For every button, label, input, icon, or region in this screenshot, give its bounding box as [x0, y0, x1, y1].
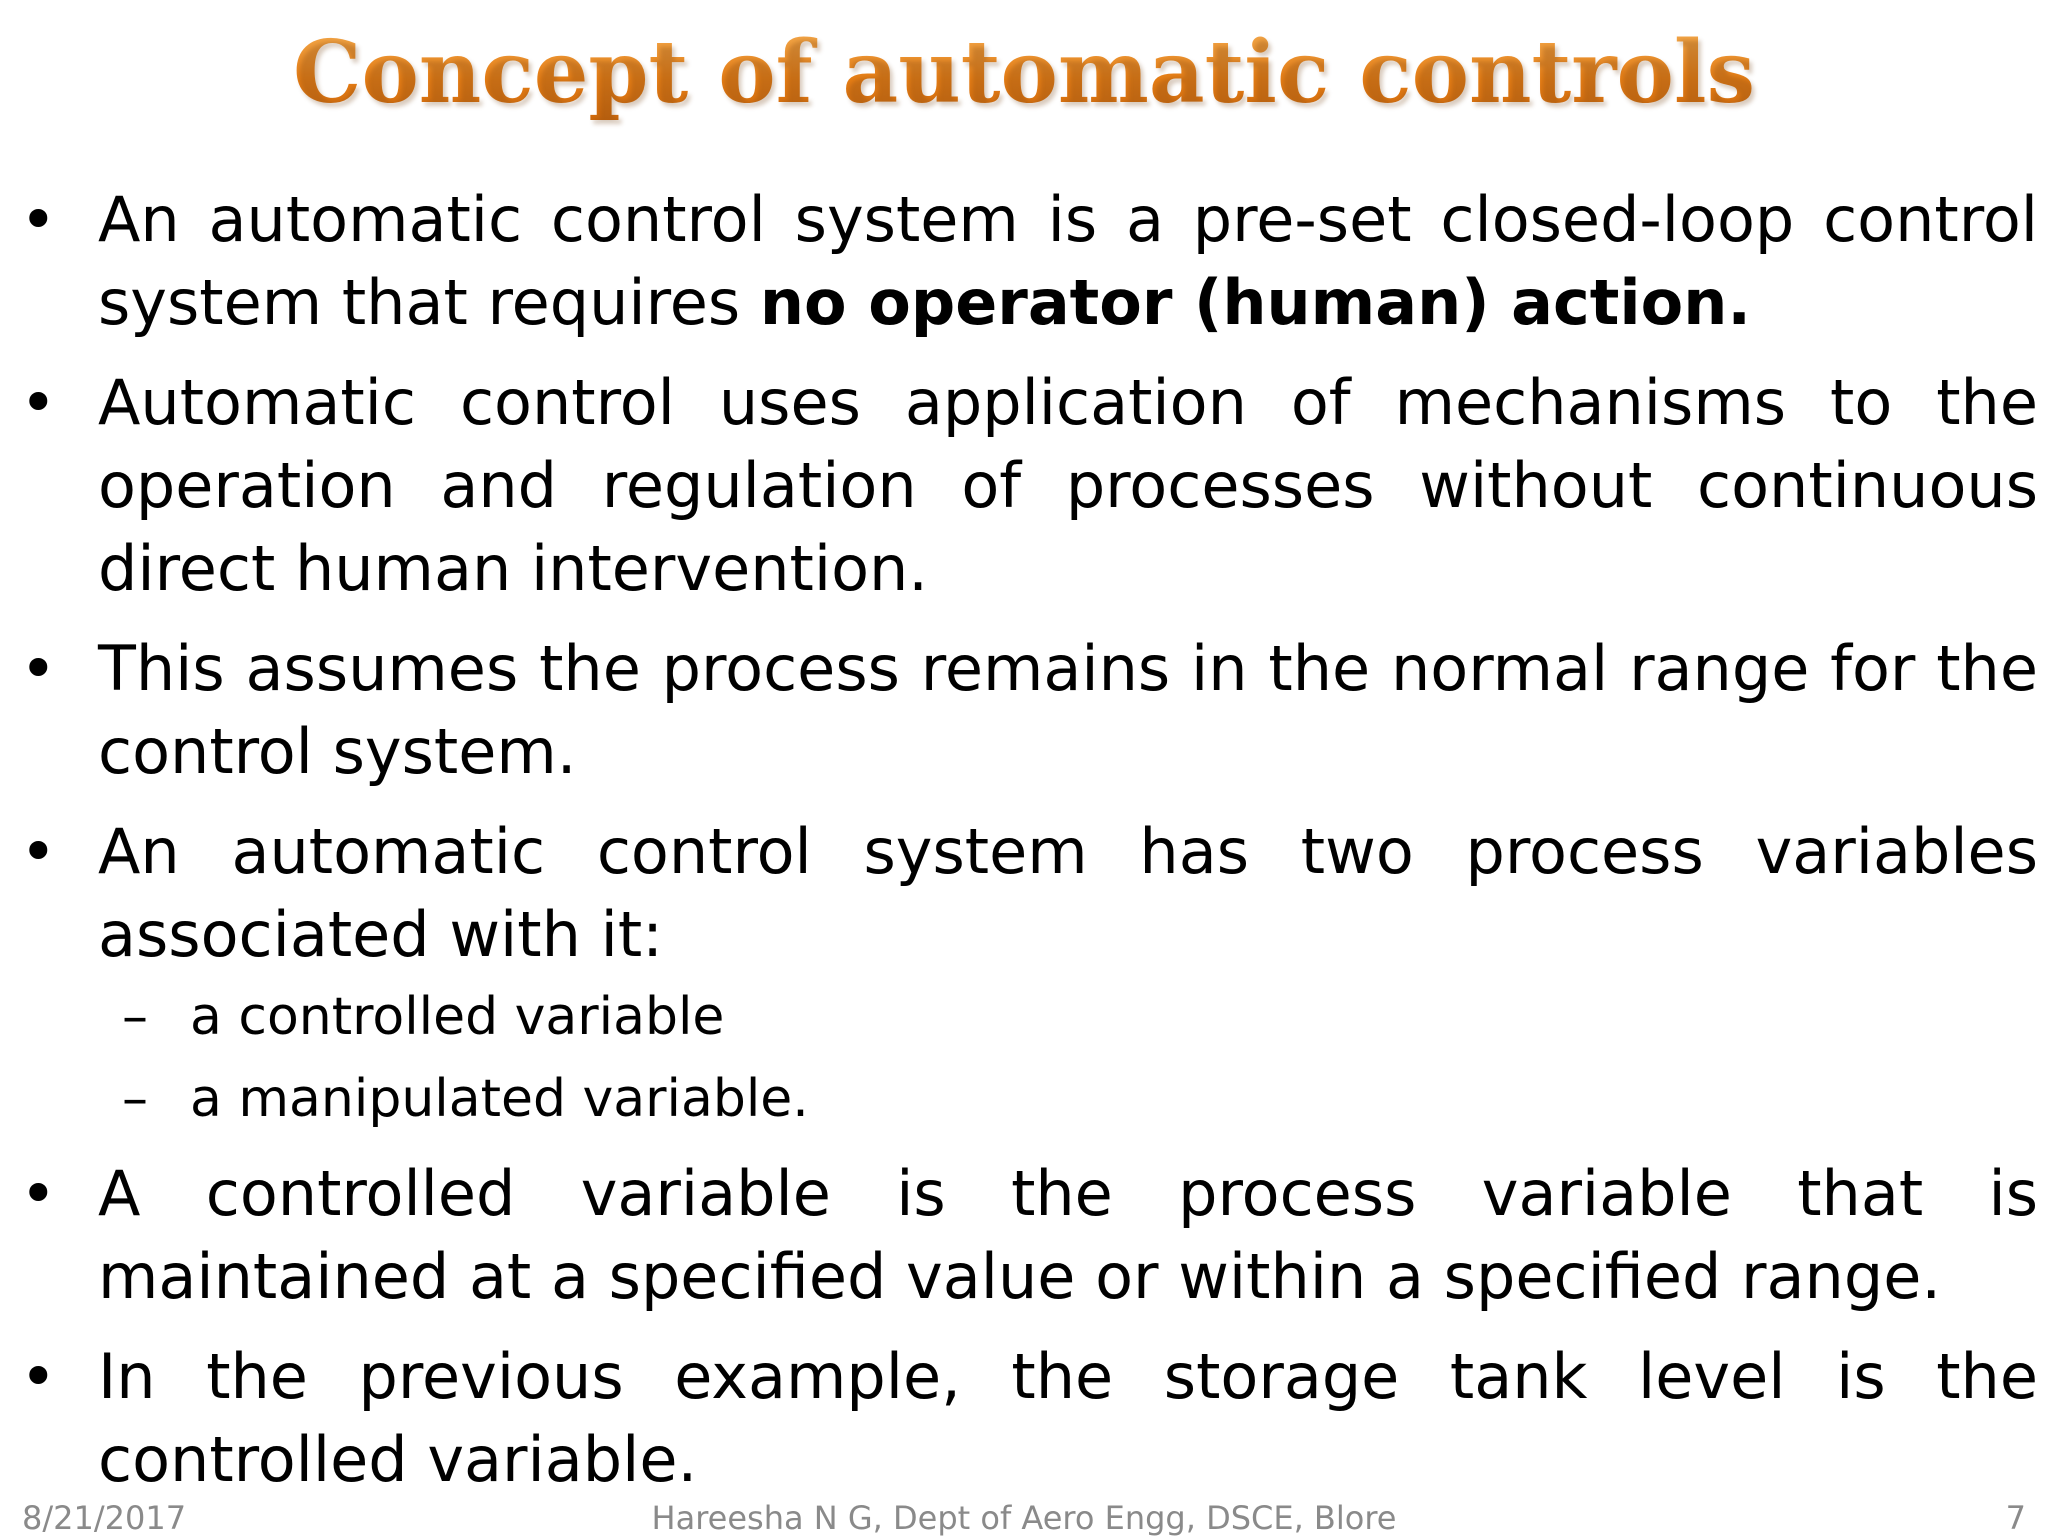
- bullet-dot: •: [20, 632, 57, 705]
- sub-bullet-text: a controlled variable: [190, 987, 725, 1047]
- bullet-item: [0, 810, 2048, 976]
- bullet-text: An automatic control system is a pre-set closed-loop control system that requires: [98, 183, 2038, 339]
- bullet-text: A controlled variable is the process variable that is maintained at a specified value or within a specified range.: [98, 1157, 2038, 1313]
- slide-title: Concept of automatic controls: [0, 18, 2048, 128]
- sub-bullet-item: [0, 982, 2048, 1052]
- bullet-dot: •: [20, 815, 57, 888]
- bullet-text: Automatic control uses application of mechanisms to the operation and regulation of processes without continuous direct human intervention.: [98, 366, 2038, 605]
- slide-content: [0, 178, 2048, 1518]
- bullet-dot: •: [20, 183, 57, 256]
- bullet-item: [0, 178, 2048, 344]
- bullet-item: [0, 1335, 2048, 1501]
- footer-date: 8/21/2017: [22, 1499, 187, 1537]
- bullet-text: An automatic control system has two process variables associated with it:: [98, 815, 2038, 971]
- sub-bullet-dash: –: [122, 987, 148, 1047]
- footer-author: Hareesha N G, Dept of Aero Engg, DSCE, Blore: [651, 1499, 1397, 1537]
- footer-page-number: 7: [2005, 1499, 2026, 1537]
- bullet-text: In the previous example, the storage tank level is the controlled variable.: [98, 1340, 2038, 1496]
- bullet-item: [0, 361, 2048, 610]
- bullet-item: [0, 1152, 2048, 1318]
- bullet-bold-text: no operator (human) action.: [759, 266, 1751, 339]
- bullet-dot: •: [20, 366, 57, 439]
- bullet-dot: •: [20, 1157, 57, 1230]
- sub-bullet-item: [0, 1064, 2048, 1134]
- sub-bullet-dash: –: [122, 1069, 148, 1129]
- bullet-item: [0, 627, 2048, 793]
- bullet-text: This assumes the process remains in the normal range for the control system.: [98, 632, 2038, 788]
- sub-bullet-text: a manipulated variable.: [190, 1069, 809, 1129]
- bullet-dot: •: [20, 1340, 57, 1413]
